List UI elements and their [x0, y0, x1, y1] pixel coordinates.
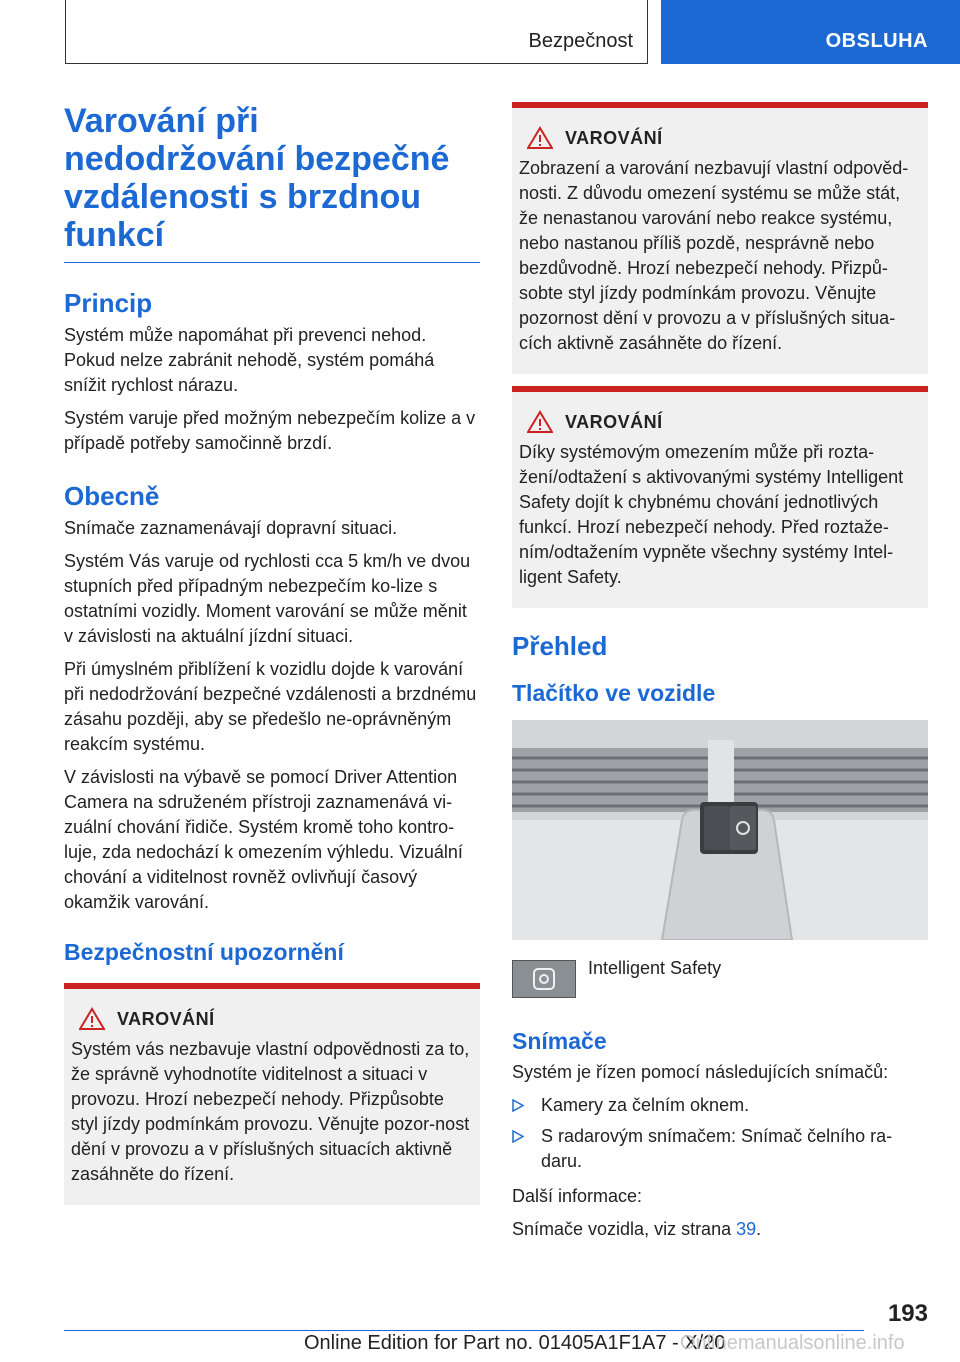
page-title: Varování při nedodržování bezpečné vzdálenosti s brzdnou funkcí — [64, 102, 480, 263]
more-info-label: Další informace: — [512, 1186, 643, 1206]
warning-title — [519, 126, 920, 150]
button-heading: Tlačítko ve vozidle — [512, 680, 716, 706]
general-paragraph-3: Při úmyslném přiblížení k vozidlu dojde k varování při nedodržování bezpečné vzdálenosti a brzdnému zásahu později, aby se předešlo ne‐oprávněným reakcím systému. — [64, 659, 477, 754]
warning-text: Zobrazení a varování nezbavují vlastní odpověd‐nosti. Z důvodu omezení systému se může stát, že nenastanou varování nebo reakce systému, nebo nastanou příliš pozdě, nesprávně nebo bezdůvodně. Hrozí nebezpečí nehody. Přizpů‐sobte styl jízdy podmínkám provozu. Věnujte pozornost dění v provozu a v příslušných situa‐cích aktivně zasáhněte do řízení. — [519, 158, 909, 353]
chapter-title: OBSLUHA — [825, 30, 928, 52]
safety-heading: Bezpečnostní upozornění — [64, 939, 344, 965]
general-heading: Obecně — [64, 481, 160, 511]
intelligent-safety-label: Intelligent Safety — [588, 958, 722, 978]
warning-triangle-icon — [527, 410, 553, 434]
warning-label: VAROVÁNÍ — [117, 1008, 215, 1029]
edition-text: Online Edition for Part no. 01405A1F1A7 - X/20 — [304, 1332, 726, 1354]
list-item — [512, 1093, 928, 1118]
left-column — [64, 102, 480, 1205]
reference-text: Snímače vozidla, viz strana — [512, 1219, 737, 1239]
triangle-bullet-icon — [512, 1099, 524, 1112]
general-paragraph-2: Systém Vás varuje od rychlosti cca 5 km/h ve dvou stupních před případným nebezpečím ko‐lize s ostatními vozidly. Moment varování se může měnit v závislosti na aktuální jízdní situaci. — [64, 551, 471, 646]
general-paragraph-4: V závislosti na výbavě se pomocí Driver Attention Camera na sdruženém přístroji zaznamenává vi‐zuální chování řidiče. Systém kromě toho kontro‐luje, zda nedochází k omezením výhledu. Vizuální chování a viditelnost rovněž ovlivňují časový okamžik varování. — [64, 767, 463, 912]
warning-box-3 — [512, 386, 928, 608]
list-item — [512, 1124, 928, 1174]
sensor-list — [512, 1093, 928, 1174]
intelligent-safety-symbol-icon — [512, 960, 576, 998]
warning-box-1 — [64, 983, 480, 1205]
sensor-item-text: S radarovým snímačem: Snímač čelního ra‐daru. — [541, 1126, 893, 1171]
sensors-intro: Systém je řízen pomocí následujících snímačů: — [512, 1062, 889, 1082]
intelligent-safety-row — [512, 960, 928, 998]
general-paragraph-1: Snímače zaznamenávají dopravní situaci. — [64, 518, 398, 538]
right-column — [512, 102, 928, 1250]
dashboard-panel-image — [512, 720, 928, 940]
warning-title — [519, 410, 920, 434]
overview-heading: Přehled — [512, 631, 608, 661]
header-section-tab — [65, 0, 648, 64]
triangle-bullet-icon — [512, 1130, 524, 1143]
warning-text: Díky systémovým omezením může při rozta‐žení/odtažení s aktivovanými systémy Intelligent Safety dojít k chybnému chování jednotlivých funkcí. Hrozí nebezpečí nehody. Před roztaže‐ním/odtažením vypněte všechny systémy Intel‐ligent Safety. — [519, 442, 904, 587]
section-title: Bezpečnost — [528, 30, 633, 52]
page-number: 193 — [887, 1300, 928, 1327]
reference-page-link[interactable]: 39 — [736, 1219, 757, 1239]
sensors-heading: Snímače — [512, 1028, 607, 1054]
warning-title — [71, 1007, 472, 1031]
warning-text: Systém vás nezbavuje vlastní odpovědnosti za to, že správně vyhodnotíte viditelnost a situaci v provozu. Hrozí nebezpečí nehody. Přizpůsobte styl jízdy podmínkám provozu. Věnujte pozor‐nost dění v provozu a v příslušných situacích aktivně zasáhněte do řízení. — [71, 1039, 470, 1184]
warning-triangle-icon — [79, 1007, 105, 1031]
header-chapter-tab — [661, 0, 960, 64]
principle-heading: Princip — [64, 288, 153, 318]
principle-paragraph-2: Systém varuje před možným nebezpečím kolize a v případě potřeby samočinně brzdí. — [64, 408, 476, 453]
warning-triangle-icon — [527, 126, 553, 150]
watermark-text: Onlinemanualsonline.info — [680, 1332, 905, 1354]
warning-box-2 — [512, 102, 928, 374]
sensor-item-text: Kamery za čelním oknem. — [541, 1095, 750, 1115]
reference-line — [512, 1217, 928, 1242]
footer-divider — [64, 1330, 864, 1331]
reference-end: . — [756, 1219, 762, 1239]
warning-label: VAROVÁNÍ — [565, 127, 663, 148]
warning-label: VAROVÁNÍ — [565, 411, 663, 432]
vehicle-button-photo — [512, 720, 928, 940]
principle-paragraph-1: Systém může napomáhat při prevenci nehod. Pokud nelze zabránit nehodě, systém pomáhá snížit rychlost nárazu. — [64, 325, 435, 395]
